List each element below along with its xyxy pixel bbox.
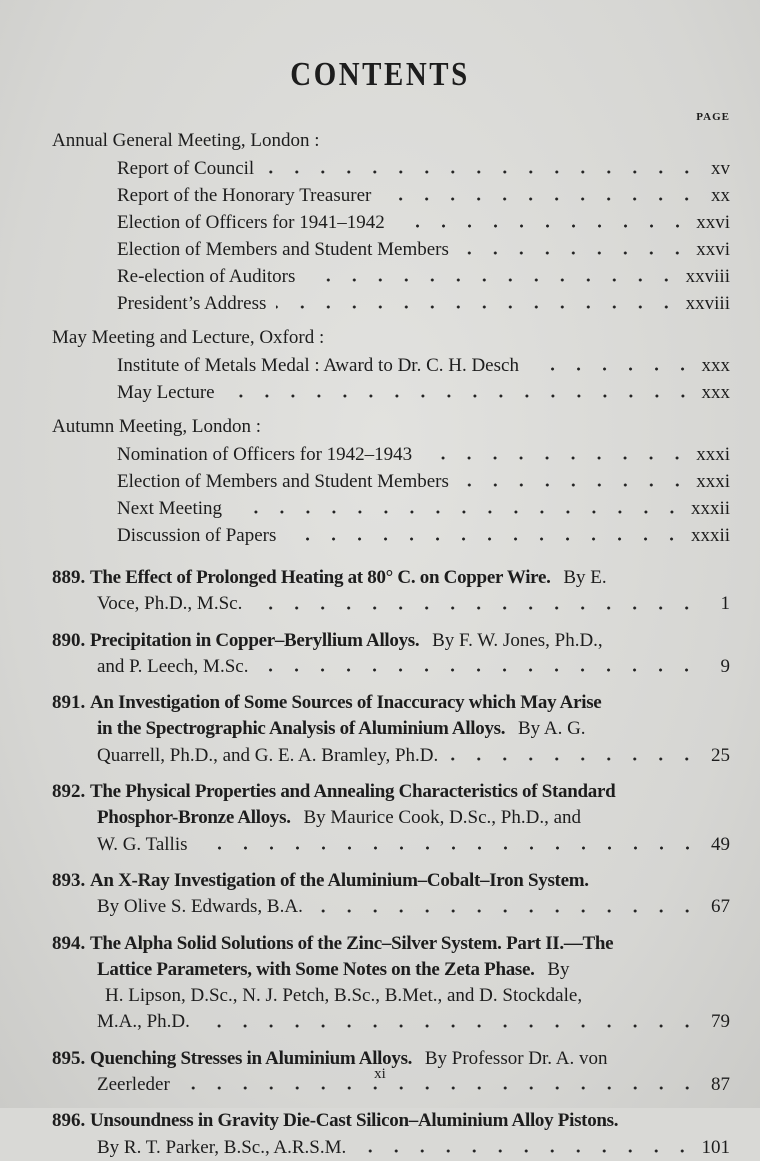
entry-label: May Lecture bbox=[117, 382, 215, 403]
paper-authors: and P. Leech, M.Sc. bbox=[97, 655, 249, 677]
entry-page: xxx bbox=[701, 355, 730, 376]
contents-section bbox=[52, 413, 730, 549]
paper-line bbox=[52, 628, 730, 654]
toc-entry[interactable] bbox=[52, 468, 730, 495]
dot-leader bbox=[252, 603, 700, 613]
entry-label: President’s Address bbox=[117, 293, 267, 314]
dot-leader bbox=[264, 167, 700, 177]
toc-entry[interactable] bbox=[52, 441, 730, 468]
paper-line bbox=[52, 983, 730, 1009]
paper-title: Precipitation in Copper–Beryllium Alloys. bbox=[90, 629, 420, 651]
dot-leader bbox=[313, 906, 700, 916]
paper-entry[interactable] bbox=[52, 868, 730, 921]
paper-last-line bbox=[52, 591, 730, 617]
paper-last-line bbox=[52, 654, 730, 680]
paper-title: The Alpha Solid Solutions of the Zinc–Silver System. Part II.—The bbox=[90, 932, 614, 954]
dot-leader bbox=[356, 1146, 695, 1156]
paper-title: An Investigation of Some Sources of Inaccuracy which May Arise bbox=[90, 692, 602, 714]
toc-entry[interactable] bbox=[52, 352, 730, 379]
paper-last-line bbox=[52, 743, 730, 769]
paper-title: Phosphor-Bronze Alloys. bbox=[97, 807, 291, 829]
entry-page: xxviii bbox=[685, 293, 730, 314]
entry-label: Nomination of Officers for 1942–1943 bbox=[117, 444, 413, 465]
paper-number: 890. bbox=[52, 629, 86, 651]
paper-page: 49 bbox=[711, 833, 730, 855]
entry-page: xx bbox=[711, 185, 730, 206]
entry-label: Next Meeting bbox=[117, 498, 223, 519]
entry-page: xxxii bbox=[690, 525, 730, 546]
paper-line bbox=[52, 716, 730, 742]
paper-title: Unsoundness in Gravity Die-Cast Silicon–Aluminium Alloy Pistons. bbox=[90, 1110, 619, 1132]
dot-leader bbox=[459, 248, 690, 258]
page-column-header: PAGE bbox=[696, 111, 730, 123]
paper-line bbox=[52, 805, 730, 831]
paper-entry[interactable] bbox=[52, 1108, 730, 1161]
paper-title: Quenching Stresses in Aluminium Alloys. bbox=[90, 1047, 413, 1069]
paper-authors: W. G. Tallis bbox=[97, 833, 188, 855]
paper-page: 25 bbox=[711, 744, 730, 766]
dot-leader bbox=[395, 221, 691, 231]
entry-label: Report of Council bbox=[117, 158, 255, 179]
entry-label: Discussion of Papers bbox=[117, 525, 277, 546]
paper-authors: H. Lipson, D.Sc., N. J. Petch, B.Sc., B.Met., and D. Stockdale, bbox=[105, 985, 583, 1007]
paper-line bbox=[52, 565, 730, 591]
paper-page: 9 bbox=[720, 655, 730, 677]
toc-entry[interactable] bbox=[52, 236, 730, 263]
dot-leader bbox=[258, 665, 700, 675]
paper-number: 894. bbox=[52, 932, 86, 954]
dot-leader bbox=[459, 480, 690, 490]
section-title: Annual General Meeting, London : bbox=[52, 130, 320, 151]
toc-entry[interactable] bbox=[52, 209, 730, 236]
paper-page: 101 bbox=[701, 1136, 730, 1158]
paper-authors: By Professor Dr. A. von bbox=[424, 1047, 608, 1069]
entry-page: xxvi bbox=[696, 212, 730, 233]
paper-entry[interactable] bbox=[52, 690, 730, 769]
entry-label: Election of Members and Student Members bbox=[117, 239, 449, 260]
entry-page: xxxi bbox=[696, 471, 730, 492]
paper-authors: By A. G. bbox=[517, 718, 586, 740]
section-title: May Meeting and Lecture, Oxford : bbox=[52, 327, 325, 348]
dot-leader bbox=[232, 507, 685, 517]
paper-title: Lattice Parameters, with Some Notes on the Zeta Phase. bbox=[97, 958, 535, 980]
paper-last-line bbox=[52, 1135, 730, 1161]
dot-leader bbox=[305, 275, 679, 285]
paper-line bbox=[52, 779, 730, 805]
paper-entry[interactable] bbox=[52, 628, 730, 681]
paper-title: The Effect of Prolonged Heating at 80° C. on Copper Wire. bbox=[90, 567, 551, 588]
paper-title: in the Spectrographic Analysis of Aluminium Alloys. bbox=[97, 718, 506, 740]
paper-line bbox=[52, 868, 730, 894]
paper-title: An X-Ray Investigation of the Aluminium–Cobalt–Iron System. bbox=[90, 869, 589, 891]
dot-leader bbox=[200, 1021, 700, 1031]
paper-authors: By R. T. Parker, B.Sc., A.R.S.M. bbox=[97, 1136, 347, 1158]
dot-leader bbox=[448, 754, 700, 764]
paper-page: 1 bbox=[720, 593, 730, 615]
paper-number: 893. bbox=[52, 869, 86, 891]
contents-section bbox=[52, 127, 730, 317]
entry-page: xxviii bbox=[685, 266, 730, 287]
paper-number: 896. bbox=[52, 1110, 86, 1132]
entry-label: Election of Officers for 1941–1942 bbox=[117, 212, 385, 233]
contents-list bbox=[52, 120, 730, 1161]
paper-entry[interactable] bbox=[52, 779, 730, 858]
dot-leader bbox=[381, 194, 700, 204]
contents-section bbox=[52, 324, 730, 406]
toc-entry[interactable] bbox=[52, 263, 730, 290]
entry-label: Report of the Honorary Treasurer bbox=[117, 185, 372, 206]
paper-authors: By Maurice Cook, D.Sc., Ph.D., and bbox=[303, 807, 582, 829]
paper-authors: By E. bbox=[563, 567, 607, 588]
dot-leader bbox=[180, 1083, 700, 1093]
toc-entry[interactable] bbox=[52, 522, 730, 549]
entry-page: xxx bbox=[701, 382, 730, 403]
paper-line bbox=[52, 1108, 730, 1134]
entry-label: Election of Members and Student Members bbox=[117, 471, 449, 492]
paper-number: 892. bbox=[52, 781, 86, 803]
paper-page: 79 bbox=[711, 1011, 730, 1033]
paper-authors: Zeerleder bbox=[97, 1074, 170, 1096]
paper-line bbox=[52, 931, 730, 957]
entry-page: xxvi bbox=[696, 239, 730, 260]
entry-page: xv bbox=[711, 158, 730, 179]
paper-authors: By F. W. Jones, Ph.D., bbox=[432, 629, 603, 651]
paper-page: 67 bbox=[711, 896, 730, 918]
paper-authors: By Olive S. Edwards, B.A. bbox=[97, 896, 303, 918]
toc-entry[interactable] bbox=[52, 290, 730, 317]
paper-title: The Physical Properties and Annealing Characteristics of Standard bbox=[90, 781, 616, 803]
paper-authors: M.A., Ph.D. bbox=[97, 1011, 190, 1033]
entry-label: Institute of Metals Medal : Award to Dr. C. H. Desch bbox=[117, 355, 519, 376]
entry-page: xxxii bbox=[690, 498, 730, 519]
paper-entry[interactable] bbox=[52, 931, 730, 1036]
paper-last-line bbox=[52, 1009, 730, 1035]
paper-authors: Voce, Ph.D., M.Sc. bbox=[97, 593, 243, 615]
paper-entry[interactable] bbox=[52, 565, 730, 618]
dot-leader bbox=[276, 302, 679, 312]
paper-number: 895. bbox=[52, 1047, 86, 1069]
section-title: Autumn Meeting, London : bbox=[52, 416, 261, 437]
dot-leader bbox=[198, 843, 700, 853]
dot-leader bbox=[286, 534, 685, 544]
paper-authors: Quarrell, Ph.D., and G. E. A. Bramley, Ph.D. bbox=[97, 744, 439, 766]
toc-entry[interactable] bbox=[52, 379, 730, 406]
paper-number: 891. bbox=[52, 692, 86, 714]
dot-leader bbox=[529, 364, 696, 374]
dot-leader bbox=[422, 453, 690, 463]
toc-entry[interactable] bbox=[52, 155, 730, 182]
paper-number: 889. bbox=[52, 567, 86, 588]
page-folio: xi bbox=[374, 1066, 386, 1082]
paper-authors: By bbox=[547, 958, 570, 980]
dot-leader bbox=[225, 391, 696, 401]
entry-label: Re-election of Auditors bbox=[117, 266, 296, 287]
paper-line bbox=[52, 690, 730, 716]
paper-page: 87 bbox=[711, 1074, 730, 1096]
page-title: CONTENTS bbox=[290, 56, 470, 93]
toc-entry[interactable] bbox=[52, 495, 730, 522]
paper-line bbox=[52, 957, 730, 983]
toc-entry[interactable] bbox=[52, 182, 730, 209]
paper-last-line bbox=[52, 832, 730, 858]
paper-last-line bbox=[52, 894, 730, 920]
entry-page: xxxi bbox=[696, 444, 730, 465]
